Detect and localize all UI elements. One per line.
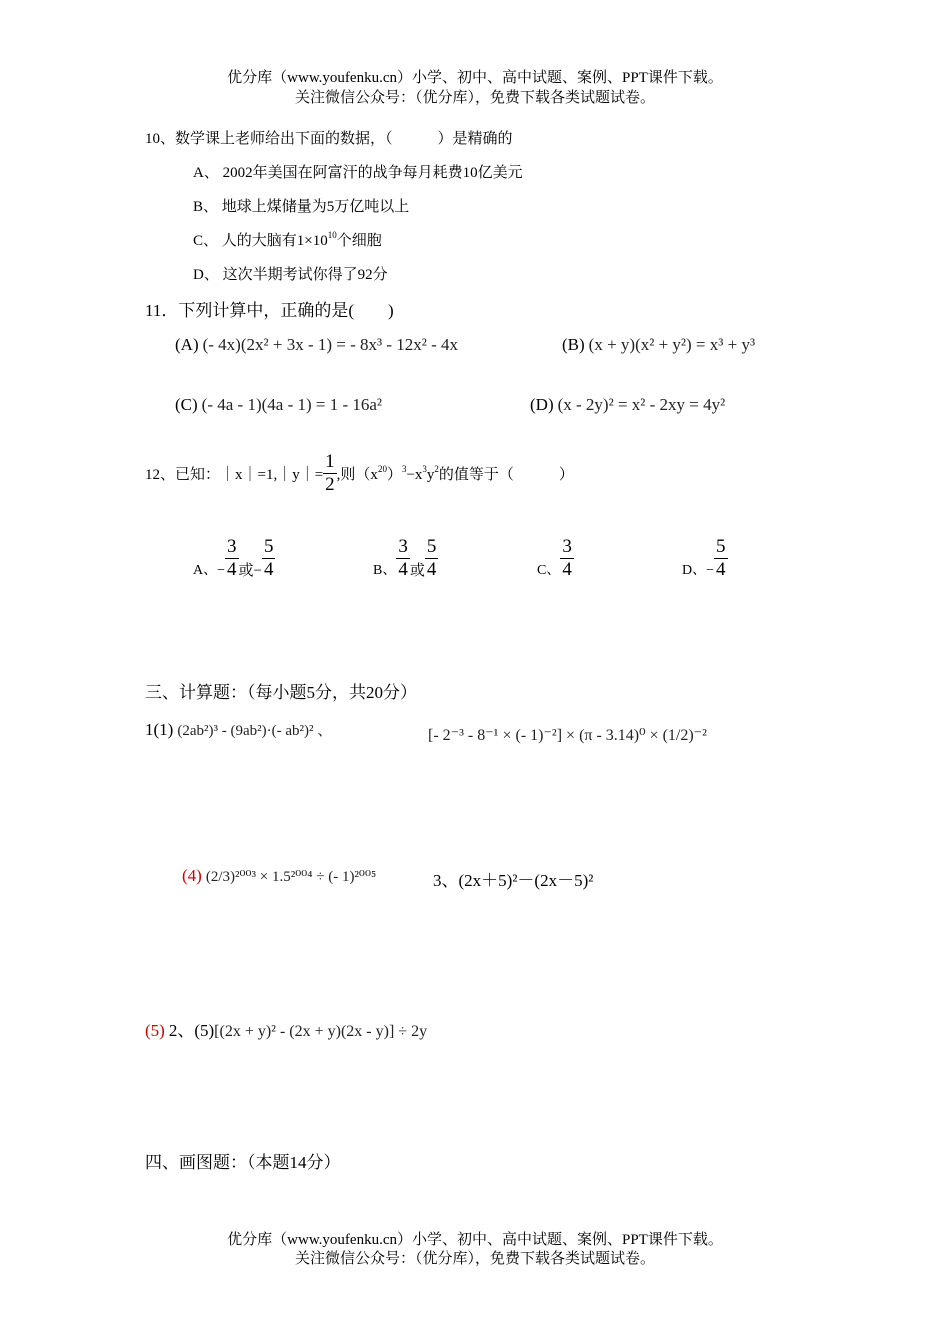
q12-exp-2: 3 xyxy=(401,463,407,474)
s3-problem-1 xyxy=(145,719,332,740)
q11-option-a-label: (A) xyxy=(175,335,199,354)
s3-problem-5-number: 2、(5) xyxy=(168,1021,215,1040)
q12-stem-post: 的值等于（ ） xyxy=(438,466,574,483)
s3-problem-5 xyxy=(145,1016,427,1041)
q10-option-d: D、 这次半期考试你得了92分 xyxy=(193,267,388,283)
q10-option-b: B、 地球上煤储量为5万亿吨以上 xyxy=(193,199,410,215)
q12-option-a xyxy=(193,536,275,581)
q12-stem-mid4: y xyxy=(426,466,435,483)
q12-stem-mid3: −x xyxy=(406,466,423,483)
q12-option-b-label: B、 xyxy=(373,563,397,579)
q10-option-c xyxy=(193,229,382,250)
q12-option-d-num: 5 xyxy=(716,536,726,557)
q12-fraction-numerator: 1 xyxy=(325,451,335,472)
q12-option-b-den-1: 4 xyxy=(398,558,408,580)
q10-option-c-exponent: 10 xyxy=(327,230,337,240)
q12-stem-mid: ,则（x xyxy=(336,466,378,483)
q10-option-a: A、 2002年美国在阿富汗的战争每月耗费10亿美元 xyxy=(193,165,523,181)
s3-problem-4 xyxy=(182,866,376,886)
q10-stem: 10、数学课上老师给出下面的数据，（ ）是精确的 xyxy=(145,131,513,147)
q12-exp-3: 3 xyxy=(422,463,427,474)
q12-option-b-fraction-1 xyxy=(396,536,410,581)
q12-option-a-fraction-1 xyxy=(225,536,239,581)
q12-option-b-or: 或 xyxy=(409,562,425,579)
q11-option-b-expression: (x + y)(x² + y²) = x³ + y³ xyxy=(588,335,756,354)
q11-option-b xyxy=(562,335,755,355)
q12-option-a-or: 或− xyxy=(238,562,262,579)
footer-line-2: 关注微信公众号：（优分库），免费下载各类试题试卷。 xyxy=(294,1251,655,1267)
q11-stem: 11．下列计算中，正确的是( ) xyxy=(145,301,394,320)
q11-option-a xyxy=(175,335,458,355)
q12-option-a-num-2: 5 xyxy=(263,536,274,557)
header-line-1: 优分库（www.youfenku.cn）小学、初中、高中试题、案例、PPT课件下载。 xyxy=(227,70,723,86)
q10-option-c-pre: C、 人的大脑有1×10 xyxy=(193,233,328,249)
s3-problem-3: 3、(2x＋5)²－(2x－5)² xyxy=(433,871,594,890)
q11-option-d-label: (D) xyxy=(530,395,554,414)
s3-problem-4-expression: (2/3)²⁰⁰³ × 1.5²⁰⁰⁴ ÷ (- 1)²⁰⁰⁵ xyxy=(205,869,377,885)
footer-line-1: 优分库（www.youfenku.cn）小学、初中、高中试题、案例、PPT课件下载。 xyxy=(227,1232,723,1248)
section-4-title: 四、画图题：（本题14分） xyxy=(145,1153,341,1172)
q11-option-c-label: (C) xyxy=(175,395,198,414)
q12-option-a-den-1: 4 xyxy=(227,558,237,580)
q12-option-a-fraction-2 xyxy=(262,536,276,581)
q12-option-b xyxy=(373,536,438,581)
s3-problem-1-label: 1(1) xyxy=(145,720,174,739)
q11-option-a-expression: (- 4x)(2x² + 3x - 1) = - 8x³ - 12x² - 4x xyxy=(202,335,459,354)
q12-option-c-den: 4 xyxy=(562,558,572,580)
q12-option-c-num: 3 xyxy=(562,536,572,557)
q12-stem xyxy=(145,451,574,496)
q12-option-c xyxy=(537,536,574,581)
q12-fraction-denominator: 2 xyxy=(325,473,335,495)
q12-option-d-fraction xyxy=(714,536,728,581)
q11-option-c-expression: (- 4a - 1)(4a - 1) = 1 - 16a² xyxy=(201,395,383,414)
q12-exp-4: 2 xyxy=(434,463,439,474)
q12-option-d-den: 4 xyxy=(716,558,726,580)
s3-problem-5-label: (5) xyxy=(145,1021,165,1040)
q11-option-b-label: (B) xyxy=(562,335,585,354)
q12-option-a-den-2: 4 xyxy=(263,558,274,580)
s3-problem-2 xyxy=(428,725,707,745)
q12-option-b-num-1: 3 xyxy=(398,536,408,557)
q12-option-d-label: D、− xyxy=(682,563,715,579)
section-3-title: 三、计算题：（每小题5分，共20分） xyxy=(145,683,417,702)
q11-option-d-expression: (x - 2y)² = x² - 2xy = 4y² xyxy=(557,395,726,414)
q12-stem-mid2: ） xyxy=(386,466,402,483)
q12-stem-pre: 12、已知：｜x｜=1,｜y｜= xyxy=(145,466,324,483)
q12-option-b-num-2: 5 xyxy=(426,536,437,557)
q12-y-fraction xyxy=(323,451,337,496)
q10-option-c-post: 个细胞 xyxy=(336,233,382,249)
s3-problem-4-label: (4) xyxy=(182,866,202,885)
q12-option-a-label: A、− xyxy=(193,563,226,579)
q12-option-b-fraction-2 xyxy=(425,536,439,581)
header-line-2: 关注微信公众号：（优分库），免费下载各类试题试卷。 xyxy=(294,90,655,106)
q11-option-d xyxy=(530,395,725,415)
q12-option-b-den-2: 4 xyxy=(426,558,437,580)
q12-stem-expression xyxy=(337,463,574,484)
s3-problem-1-expression: (2ab²)³ - (9ab²)·(- ab²)² 、 xyxy=(177,723,333,739)
q12-option-c-fraction xyxy=(560,536,574,581)
q11-option-c xyxy=(175,395,382,415)
q12-option-d xyxy=(682,536,728,581)
q12-exp-1: 20 xyxy=(377,463,387,474)
s3-problem-5-expression: [(2x + y)² - (2x + y)(2x - y)] ÷ 2y xyxy=(214,1023,428,1040)
s3-problem-2-expression: [- 2⁻³ - 8⁻¹ × (- 1)⁻²] × (π - 3.14)⁰ × (1/2)⁻² xyxy=(428,727,707,744)
q12-option-a-num-1: 3 xyxy=(227,536,237,557)
q12-option-c-label: C、 xyxy=(537,563,561,579)
